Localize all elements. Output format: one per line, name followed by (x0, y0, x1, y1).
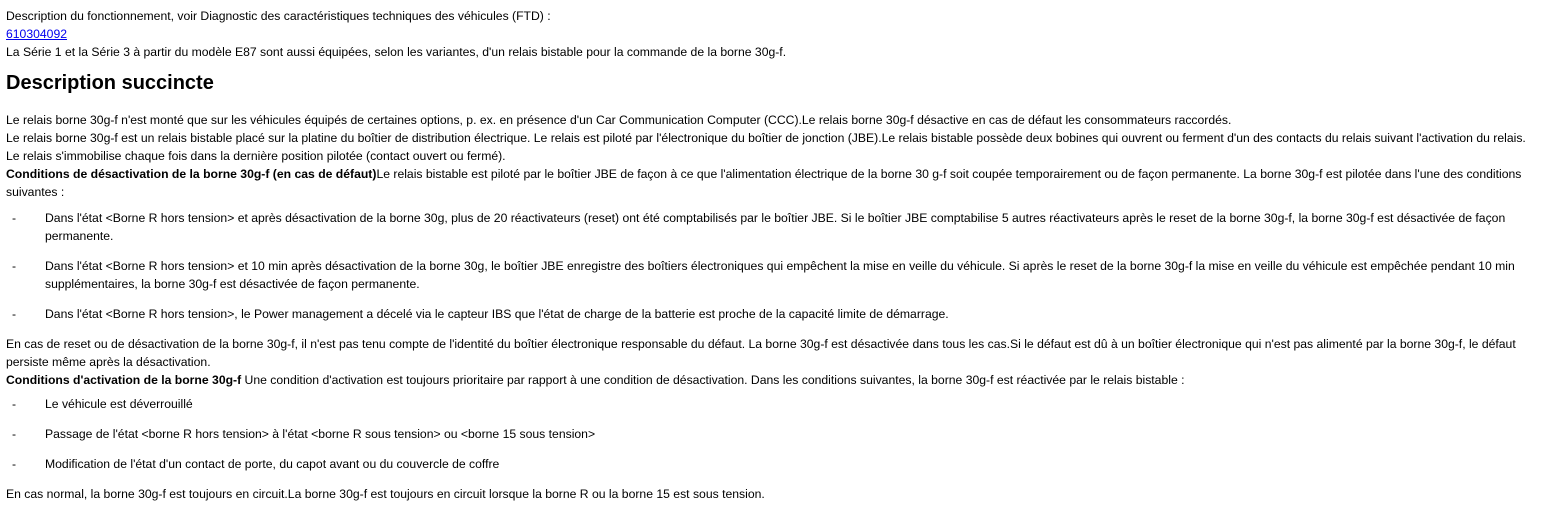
activation-heading: Conditions d'activation de la borne 30g-f (6, 373, 242, 387)
activation-paragraph (6, 371, 1542, 389)
dash-marker: - (12, 457, 17, 471)
list-item-text: Dans l'état <Borne R hors tension> et après désactivation de la borne 30g, plus de 20 réactivateurs (reset) ont été comptabilisés par le boîtier JBE. Si le boîtier JBE comptabilise 5 autres réactivateurs après le reset de la borne 30g-f, la borne 30g-f est désactivée de façon permanente. (45, 211, 1506, 243)
list-item-text: Passage de l'état <borne R hors tension> à l'état <borne R sous tension> ou <borne 15 sous tension> (45, 427, 596, 441)
list-item (6, 257, 1542, 293)
dash-marker: - (12, 211, 17, 225)
dash-marker: - (12, 427, 17, 441)
dash-marker: - (12, 307, 17, 321)
paragraph-2: Le relais borne 30g-f est un relais bistable placé sur la platine du boîtier de distribution électrique. Le relais est piloté par l'électronique du boîtier de jonction (JBE).Le relais bistable possède deux bobines qui ouvrent ou ferment d'un des contacts du relais suivant l'activation du relais. Le relais s'immobilise chaque fois dans la dernière position pilotée (contact ouvert ou fermé). (6, 131, 1526, 163)
intro-line-1: Description du fonctionnement, voir Diagnostic des caractéristiques techniques des véhicules (FTD) : (6, 9, 551, 23)
activation-list (6, 395, 1542, 473)
list-item (6, 455, 1542, 473)
deactivation-paragraph (6, 165, 1542, 201)
list-item-text: Dans l'état <Borne R hors tension>, le Power management a décelé via le capteur IBS que l'état de charge de la batterie est proche de la capacité limite de démarrage. (45, 307, 949, 321)
list-item-text: Dans l'état <Borne R hors tension> et 10 min après désactivation de la borne 30g, le boîtier JBE enregistre des boîtiers électroniques qui empêchent la mise en veille du véhicule. Si après le reset de la borne 30g-f la mise en veille du véhicule est empêchée pendant 10 min supplémentaires, la borne 30g-f est désactivée de façon permanente. (45, 259, 1515, 291)
reset-paragraph: En cas de reset ou de désactivation de la borne 30g-f, il n'est pas tenu compte de l'identité du boîtier électronique responsable du défaut. La borne 30g-f est désactivée dans tous les cas.Si le défaut est dû à un boîtier électronique qui n'est pas alimenté par la borne 30g-f, le défaut persiste même après la désactivation. (6, 337, 1516, 369)
section-title: Description succincte (6, 72, 214, 94)
deactivation-list (6, 209, 1542, 323)
list-item (6, 209, 1542, 245)
reference-link[interactable]: 610304092 (6, 27, 68, 41)
paragraph-1: Le relais borne 30g-f n'est monté que sur les véhicules équipés de certaines options, p. ex. en présence d'un Car Communication Computer (CCC).Le relais borne 30g-f désactive en cas de défaut les consommateurs raccordés. (6, 113, 1232, 127)
deactivation-heading: Conditions de désactivation de la borne 30g-f (en cas de défaut) (6, 167, 377, 181)
list-item-text: Le véhicule est déverrouillé (45, 397, 193, 411)
list-item-text: Modification de l'état d'un contact de porte, du capot avant ou du couvercle de coffre (45, 457, 500, 471)
list-item (6, 425, 1542, 443)
intro-line-2: La Série 1 et la Série 3 à partir du modèle E87 sont aussi équipées, selon les variantes, d'un relais bistable pour la commande de la borne 30g-f. (6, 45, 787, 59)
dash-marker: - (12, 397, 17, 411)
list-item (6, 395, 1542, 413)
deactivation-text: Le relais bistable est piloté par le boîtier JBE de façon à ce que l'alimentation électrique de la borne 30 g-f soit coupée temporairement ou de façon permanente. La borne 30g-f est pilotée dans l'une des conditions suivantes : (6, 167, 1522, 199)
dash-marker: - (12, 259, 17, 273)
activation-text: Une condition d'activation est toujours prioritaire par rapport à une condition de désactivation. Dans les conditions suivantes, la borne 30g-f est réactivée par le relais bistable : (241, 373, 1185, 387)
list-item (6, 305, 1542, 323)
normal-paragraph: En cas normal, la borne 30g-f est toujours en circuit.La borne 30g-f est toujours en circuit lorsque la borne R ou la borne 15 est sous tension. (6, 487, 765, 501)
